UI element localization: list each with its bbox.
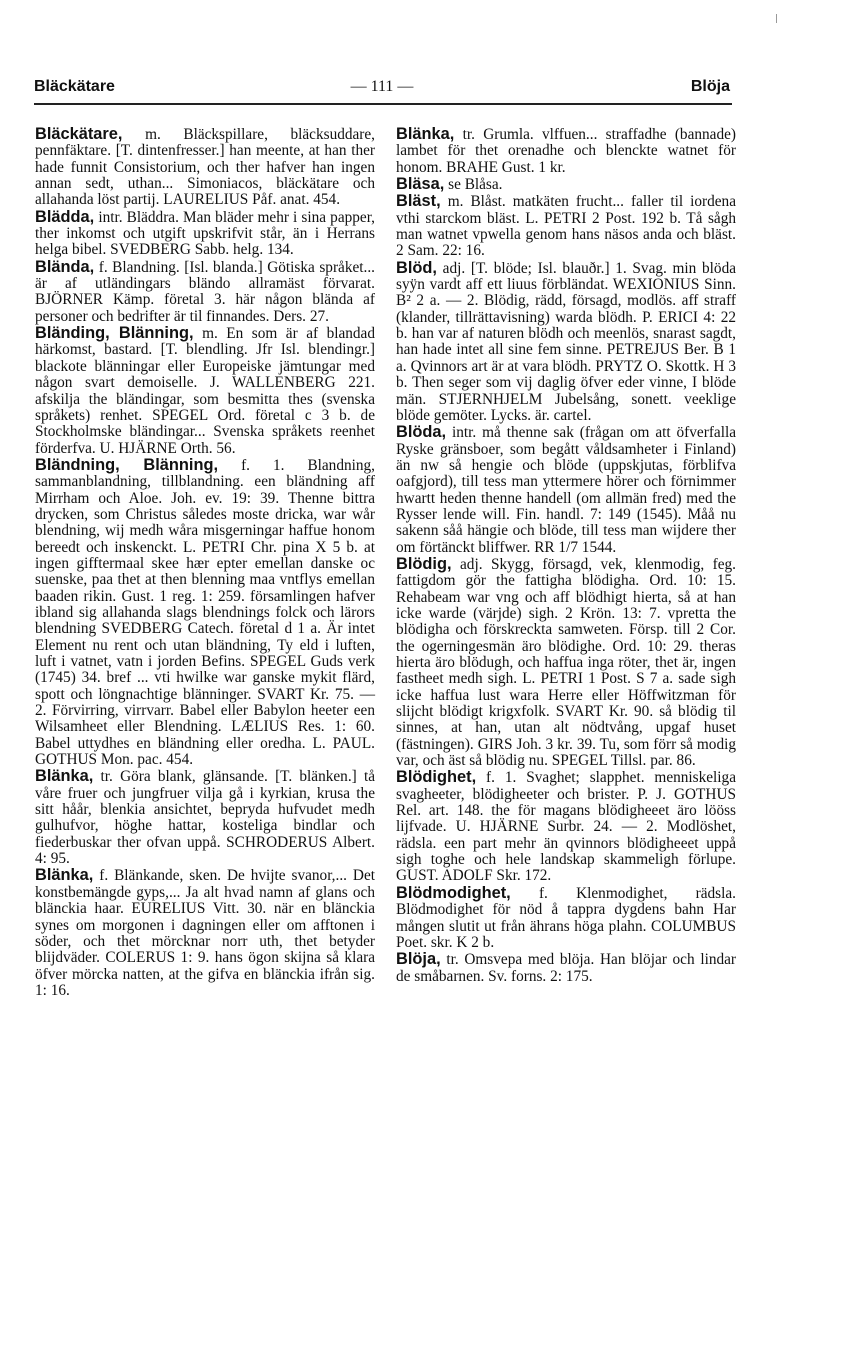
- entry-body: f. 1. Blandning, sammanblandning, tillblandning. een bländning aff Mirrham och Aloe. Joh. ev. 19: 39. Thenne bittra drycken, som Christus således moste dricka, war wår blendning, wij medh wåra misgerningar haffue honom bereedt och inskenckt. L. PETRI Chr. pina X 5 b. at ingen gifftermaal skee hær epter emellan danske oc suenske, paa thet at then blenning maa vntflys emellan baaden rikin. Gust. 1 reg. 1: 259. församlingen hafver ibland sig allahanda slags blendnings folck och lärors blendning SVEDBERG Catech. företal d 1 a. Är intet Element nu rent och utan bländning, Ty eld i luften, luft i vatnet, vatn i jorden Befins. SPEGEL Guds verk (1745) 34. bref ... vti hwilke war ganske mykit flärd, spott och löngnachtige blänninger. SVART Kr. 75. — 2. Förvirring, virrvarr. Babel eller Babylon heeter een Wilsamheet eller Blendning. LÆLIUS Res. 1: 60. Babel uttydhes en bländning eller oredha. L. PAUL. GOTHUS Mon. pac. 454.: [35, 456, 375, 769]
- entry-body: intr. må thenne sak (frågan om att öfverfalla Ryske gränsboer, som begått våldsamheter i Finland) än nw så hengie och blöde (uppskjutas, förblifva oafgjord), till tess man yttermere hörer och förnimmer hwartt heden thenne handell (om allmän fred) med the Rysser lende will. Fin. handl. 7: 149 (1545). Måå nu sakenn såå hängie och blöde, till tess man wijdere ther om förtänckt bliffwer. RR 1/7 1544.: [396, 424, 736, 556]
- left-column: [35, 126, 375, 999]
- headword: Bläckätare,: [35, 125, 123, 143]
- headword: Blänka,: [35, 866, 94, 885]
- entry-body: f. Klenmodighet, rädsla. Blödmodighet för nöd å tappra dygdens bahn Har mången slutit ut från ährans höga plahn. COLUMBUS Poet. skr. K 2 b.: [396, 884, 737, 951]
- dictionary-entry: [396, 176, 736, 193]
- headword: Bläst,: [396, 192, 441, 211]
- headword: Blöda,: [396, 423, 447, 442]
- dictionary-entry: [35, 126, 375, 209]
- headword: Blödighet,: [396, 768, 477, 787]
- entry-body: m. En som är af blandad härkomst, bastard. [T. blendling. Jfr Isl. blendingr.] blackote blänningar eller Europeiske jämtungar med någon svart demoiselle. J. WALLENBERG 221. afskilja the bländingar, som besmitta thes (svenska språkets) renhet. SPEGEL Ord. företal c 3 b. de Stockholmske bländingar... Svenska språkets reenhet förderfva. U. HJÄRNE Orth. 56.: [35, 325, 375, 457]
- headword: Blöd,: [396, 258, 437, 277]
- entry-body: f. Blandning. [Isl. blanda.] Götiska språket... är af utländingars bländo allramäst förvarat. BJÖRNER Kämp. företal 3. här någon blända af personer och bedrifter är til finnandes. Ders. 27.: [35, 258, 375, 325]
- entry-body: intr. Bläddra. Man bläder mehr i sina papper, ther inkomst och utgift upskrifvit står, än i Herrans helga bibel. SVEDBERG Sabb. helg. 134.: [35, 208, 376, 259]
- entry-body: f. 1. Svaghet; slapphet. menniskeliga svagheeter, blödigheeter och brister. P. J. GOTHUS Rel. art. 148. the för magans blödigheeet äro lööss lijfvade. U. HJÄRNE Surbr. 24. — 2. Modlöshet, rädsla. een part mehr än qvinnors blödigheeet uppå sigh toghe och hele landskap skammeligh förlupe. GUST. ADOLF Skr. 172.: [396, 769, 736, 885]
- headword: Blänka,: [35, 767, 94, 786]
- dictionary-entry: [396, 260, 736, 424]
- headword: Bländing, Blänning,: [35, 324, 194, 343]
- headword: Blänka,: [396, 125, 455, 143]
- page-header: [34, 78, 730, 100]
- entry-body: tr. Göra blank, glänsande. [T. blänken.] tå våre fruer och jungfruer vilja gå i kyrkian, krusa the sitt håår, blenkia ansichtet, bepryda hufvudet medh gulhufvor, höghe hattar, kosteliga bindlar och fiederbuskar ther ofvan uppå. SCHRODERUS Albert. 4: 95.: [35, 768, 376, 868]
- right-column: [396, 126, 736, 985]
- headword: Blädda,: [35, 207, 95, 226]
- headword: Bländning, Blänning,: [35, 455, 219, 474]
- entry-body: adj. Skygg, försagd, vek, klenmodig, feg. fattigdom gör the fattigha blödigha. Ord. 10: 15. Rehabeam war vng och aff blödhigt hierta, så at han icke warde (värjde) sigh. 2 Krön. 13: 7. vpretta the blödigha och förskreckta samweten. Försp. till 2 Cor. the ogerningesmän äro blödighe. Ord. 10: 29. theras hierta äro blödugh, och haffua inga röter, thet är, ingen fastheet medh sigh. L. PETRI 1 Post. S 7 a. sade sigh icke haffua lust wara Herre eller Höffwitzman för slijcht blödigt krigxfolk. SVART Kr. 90. så blödig til sinnes, at han, utan alt nödtvång, upgaf huset (fästningen). GIRS Joh. 3 kr. 39. Tu, som förr så modig var, och äst så blödig nu. SPEGEL Tillsl. par. 86.: [396, 555, 736, 770]
- dictionary-entry: [396, 193, 736, 259]
- dictionary-entry: [35, 768, 375, 867]
- headword: Blödig,: [396, 554, 452, 573]
- headword: Blödmodighet,: [396, 883, 511, 902]
- dictionary-entry: [35, 325, 375, 457]
- entry-body: m. Bläckspillare, bläcksuddare, pennfäktare. [T. dintenfresser.] han meente, at han ther hade funnit Consistorium, och ther hafver han ingen annan sedt, uthan... Simoniacos, bläckätare och allahanda löst partij. LAURELIUS Påf. anat. 454.: [35, 126, 376, 209]
- entry-body: se Blåsa.: [448, 176, 503, 194]
- running-head-left: Bläckätare: [34, 78, 115, 95]
- dictionary-entry: [35, 867, 375, 999]
- margin-tick: [776, 14, 777, 23]
- dictionary-entry: [396, 556, 736, 769]
- dictionary-entry: [396, 424, 736, 556]
- dictionary-entry: [396, 769, 736, 884]
- header-rule: [34, 103, 732, 105]
- dictionary-entry: [396, 951, 736, 985]
- dictionary-entry: [35, 457, 375, 769]
- entry-body: m. Blåst. matkäten frucht... faller til iordena vthi starckom bläst. L. PETRI 2 Post. 192 b. Tå sågh man watnet vpwella genom hans näsos anda och bläst. 2 Sam. 22: 16.: [396, 193, 736, 260]
- dictionary-entry: [35, 209, 375, 259]
- entry-body: tr. Omsvepa med blöja. Han blöjar och lindar de småbarnen. Sv. forns. 2: 175.: [396, 951, 737, 985]
- dictionary-entry: [396, 885, 736, 951]
- entry-body: adj. [T. blöde; Isl. blauðr.] 1. Svag. min blöda syÿn vardt aff ett liuus förbländat. WEXIONIUS Sinn. B² 2 a. — 2. Blödig, rädd, försagd, modlös. aff straff (klander, tillrättavisning) warda blödh. P. ERICI 4: 22 b. han var af naturen blödh och meenlös, snarast sagdt, han hade intet all sine fem sinne. PETREJUS Ber. B 1 a. Qvinnors art är at vara blödh. PRYTZ O. Skottk. H 3 b. Then seger som vij daglig öfver eder vinne, I blöde män. STJERNHJELM Jubelsång, sonett. veeklige blöde gemöter. Lycks. är. cartel.: [396, 259, 737, 424]
- headword: Blända,: [35, 257, 95, 276]
- running-head-right: Blöja: [690, 78, 730, 95]
- headword: Blöja,: [396, 950, 441, 969]
- dictionary-entry: [396, 126, 736, 176]
- page-number: — 111 —: [350, 78, 414, 95]
- headword: Bläsa,: [396, 175, 445, 194]
- entry-body: f. Blänkande, sken. De hvijte svanor,... Det konstbemängde gyps,... Ja alt hvad namn af glans och blänckia haar. EURELIUS Vitt. 30. när en blänckia synes om morgonen i dagningen eller om afftonen i söder, och thet mörcknar norr uth, thet betyder blijdväder. COLERUS 1: 9. hans ögon skijna så klara öfver mörcka natten, at the gifva en blänckia ifrån sig. 1: 16.: [35, 867, 375, 999]
- dictionary-entry: [35, 259, 375, 325]
- entry-body: tr. Grumla. vlffuen... straffadhe (bannade) lambet för thet orenadhe och blenckte watnet för honom. BRAHE Gust. 1 kr.: [396, 126, 736, 176]
